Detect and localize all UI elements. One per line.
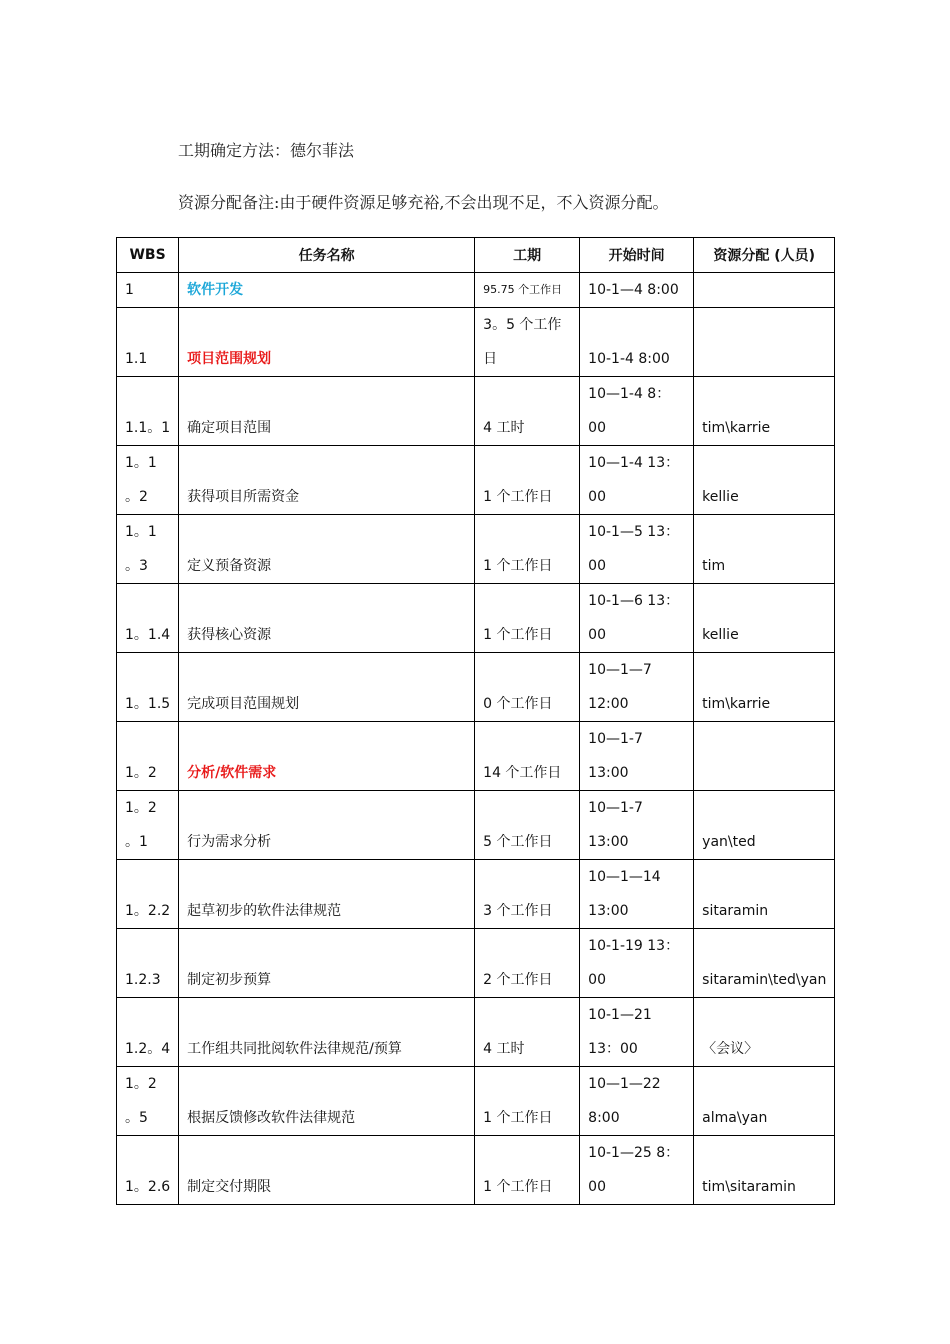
table-row (117, 584, 835, 653)
start-time-cell-text: 12:00 (588, 696, 629, 712)
start-time-cell (580, 653, 694, 722)
table-row (117, 308, 835, 377)
duration-cell-text: 4 工时 (483, 1041, 525, 1057)
task-name-cell (179, 1067, 475, 1136)
table-header-row (117, 238, 835, 273)
task-name-cell-text: 分析/软件需求 (187, 765, 277, 781)
start-time-cell-text: 10—1—7 (588, 662, 652, 678)
start-time-cell-text: 00 (588, 558, 606, 574)
start-time-cell (580, 1136, 694, 1205)
start-time-cell-text: 00 (588, 627, 606, 643)
table-row (117, 998, 835, 1067)
wbs-cell (117, 929, 179, 998)
start-time-cell (580, 515, 694, 584)
duration-cell-text: 14 个工作日 (483, 765, 562, 781)
table-row (117, 929, 835, 998)
resource-cell (694, 929, 835, 998)
duration-cell (475, 1067, 580, 1136)
resource-cell-text: tim\karrie (702, 420, 771, 436)
duration-cell (475, 998, 580, 1067)
header-wbs: WBS (117, 238, 179, 273)
start-time-cell (580, 584, 694, 653)
wbs-cell (117, 515, 179, 584)
start-time-cell-text: 10—1—22 (588, 1076, 661, 1092)
table-row (117, 860, 835, 929)
wbs-cell-text: 。1 (125, 834, 148, 850)
start-time-cell (580, 791, 694, 860)
resource-cell (694, 860, 835, 929)
task-name-cell-text: 制定交付期限 (187, 1179, 272, 1195)
wbs-cell-text: 。3 (125, 558, 148, 574)
task-name-cell-text: 确定项目范围 (187, 420, 272, 436)
start-time-cell (580, 860, 694, 929)
start-time-cell-text: 10-1—21 (588, 1007, 652, 1023)
start-time-cell-text: 00 (588, 420, 606, 436)
duration-cell-text: 1 个工作日 (483, 1110, 553, 1126)
wbs-cell-text: 1。2 (125, 1076, 157, 1092)
resource-cell-text (702, 756, 826, 790)
start-time-cell (580, 308, 694, 377)
resource-cell-text: kellie (702, 627, 739, 643)
task-name-cell (179, 377, 475, 446)
header-task-name: 任务名称 (179, 238, 475, 273)
duration-cell-text: 1 个工作日 (483, 489, 553, 505)
wbs-cell-text: 1。1.4 (125, 627, 171, 643)
duration-cell-text: 2 个工作日 (483, 972, 553, 988)
task-name-cell (179, 273, 475, 308)
task-name-cell-text: 完成项目范围规划 (187, 696, 300, 712)
duration-cell-text: 4 工时 (483, 420, 525, 436)
wbs-cell-text: 1 (125, 282, 134, 298)
start-time-cell-text: 10—1-7 (588, 800, 643, 816)
wbs-cell-text: 1。1 (125, 455, 157, 471)
header-start-time: 开始时间 (580, 238, 694, 273)
resource-cell (694, 273, 835, 308)
resource-note-text: 资源分配备注:由于硬件资源足够充裕,不会出现不足，不入资源分配。 (178, 193, 669, 212)
task-name-cell-text: 起草初步的软件法律规范 (187, 903, 342, 919)
resource-cell (694, 1067, 835, 1136)
wbs-cell-text: 1。1 (125, 524, 157, 540)
wbs-cell (117, 722, 179, 791)
duration-cell-text: 1 个工作日 (483, 1179, 553, 1195)
duration-cell-text: 3。5 个工作 (483, 317, 562, 333)
duration-cell-text: 日 (483, 351, 498, 367)
wbs-cell (117, 1136, 179, 1205)
task-name-cell (179, 1136, 475, 1205)
wbs-cell (117, 273, 179, 308)
wbs-cell (117, 446, 179, 515)
start-time-cell (580, 1067, 694, 1136)
start-time-cell-text: 10-1-4 8:00 (588, 351, 670, 367)
wbs-cell-text: 1.2。4 (125, 1041, 171, 1057)
start-time-cell-text: 10—1-4 13： (588, 455, 680, 471)
wbs-cell (117, 1067, 179, 1136)
table-row (117, 515, 835, 584)
wbs-table (116, 237, 835, 1205)
wbs-cell (117, 791, 179, 860)
task-name-cell-text: 行为需求分析 (187, 834, 272, 850)
start-time-cell (580, 377, 694, 446)
task-name-cell-text: 制定初步预算 (187, 972, 272, 988)
task-name-cell-text: 工作组共同批阅软件法律规范/预算 (187, 1041, 402, 1057)
resource-cell (694, 998, 835, 1067)
start-time-cell-text: 10—1-7 (588, 731, 643, 747)
resource-cell-text: 〈会议〉 (702, 1041, 759, 1057)
start-time-cell (580, 998, 694, 1067)
resource-cell-text (702, 273, 826, 307)
wbs-cell (117, 860, 179, 929)
resource-cell-text: tim (702, 558, 726, 574)
start-time-cell (580, 273, 694, 308)
wbs-cell-text: 1.1。1 (125, 420, 171, 436)
resource-cell (694, 1136, 835, 1205)
duration-cell (475, 308, 580, 377)
wbs-cell-text: 1。2 (125, 800, 157, 816)
start-time-cell-text: 00 (588, 1179, 606, 1195)
task-name-cell (179, 929, 475, 998)
start-time-cell-text: 10-1—25 8： (588, 1145, 680, 1161)
task-name-cell (179, 998, 475, 1067)
header-resources: 资源分配 (人员) (694, 238, 835, 273)
duration-cell (475, 273, 580, 308)
resource-cell (694, 791, 835, 860)
task-name-cell-text: 软件开发 (187, 282, 244, 298)
wbs-cell-text: 1.2.3 (125, 972, 161, 988)
task-name-cell (179, 653, 475, 722)
start-time-cell-text: 10-1—5 13： (588, 524, 680, 540)
start-time-cell-text: 13:00 (588, 903, 629, 919)
duration-cell (475, 860, 580, 929)
duration-cell-text: 1 个工作日 (483, 627, 553, 643)
resource-cell-text: tim\sitaramin (702, 1179, 796, 1195)
duration-cell (475, 377, 580, 446)
table-row (117, 273, 835, 308)
task-name-cell-text: 获得项目所需资金 (187, 489, 300, 505)
table-row (117, 446, 835, 515)
start-time-cell-text: 10-1—4 8:00 (588, 282, 679, 298)
resource-cell-text: tim\karrie (702, 696, 771, 712)
resource-cell-text: yan\ted (702, 834, 756, 850)
resource-cell (694, 515, 835, 584)
task-name-cell-text: 获得核心资源 (187, 627, 272, 643)
wbs-cell-text: 。5 (125, 1110, 148, 1126)
resource-cell (694, 653, 835, 722)
task-name-cell (179, 791, 475, 860)
resource-cell (694, 722, 835, 791)
duration-cell-text: 3 个工作日 (483, 903, 553, 919)
wbs-cell (117, 653, 179, 722)
task-name-cell-text: 定义预备资源 (187, 558, 272, 574)
table-row (117, 377, 835, 446)
wbs-cell (117, 584, 179, 653)
duration-cell (475, 1136, 580, 1205)
start-time-cell (580, 446, 694, 515)
duration-cell (475, 791, 580, 860)
wbs-cell-text: 1。2.6 (125, 1179, 171, 1195)
resource-cell-text: kellie (702, 489, 739, 505)
task-name-cell (179, 584, 475, 653)
task-name-cell-text: 项目范围规划 (187, 351, 272, 367)
task-name-cell-text: 根据反馈修改软件法律规范 (187, 1110, 356, 1126)
duration-cell-text: 95.75 个工作日 (483, 283, 563, 296)
start-time-cell (580, 722, 694, 791)
start-time-cell-text: 8:00 (588, 1110, 620, 1126)
duration-cell (475, 653, 580, 722)
duration-cell (475, 515, 580, 584)
start-time-cell-text: 00 (588, 489, 606, 505)
wbs-cell-text: 。2 (125, 489, 148, 505)
resource-cell (694, 308, 835, 377)
start-time-cell-text: 10—1—14 (588, 869, 661, 885)
start-time-cell-text: 10-1—6 13： (588, 593, 680, 609)
resource-cell-text: sitaramin (702, 903, 769, 919)
duration-cell (475, 929, 580, 998)
wbs-cell (117, 377, 179, 446)
resource-cell (694, 446, 835, 515)
duration-cell-text: 5 个工作日 (483, 834, 553, 850)
start-time-cell (580, 929, 694, 998)
start-time-cell-text: 13:00 (588, 834, 629, 850)
table-row (117, 653, 835, 722)
resource-cell-text (702, 342, 826, 376)
task-name-cell (179, 722, 475, 791)
task-name-cell (179, 446, 475, 515)
wbs-cell-text: 1。2 (125, 765, 157, 781)
resource-cell (694, 584, 835, 653)
table-row (117, 1067, 835, 1136)
table-row (117, 722, 835, 791)
resource-cell (694, 377, 835, 446)
header-duration: 工期 (475, 238, 580, 273)
table-row (117, 791, 835, 860)
resource-cell-text: sitaramin\ted\yan (702, 972, 827, 988)
duration-cell (475, 584, 580, 653)
duration-cell-text: 0 个工作日 (483, 696, 553, 712)
start-time-cell-text: 10—1-4 8： (588, 386, 671, 402)
task-name-cell (179, 860, 475, 929)
start-time-cell-text: 10-1-19 13： (588, 938, 680, 954)
task-name-cell (179, 308, 475, 377)
wbs-cell-text: 1。2.2 (125, 903, 171, 919)
resource-cell-text: alma\yan (702, 1110, 768, 1126)
table-row (117, 1136, 835, 1205)
start-time-cell-text: 13：00 (588, 1041, 638, 1057)
duration-method-text: 工期确定方法：德尔菲法 (178, 141, 355, 160)
start-time-cell-text: 13:00 (588, 765, 629, 781)
duration-cell (475, 722, 580, 791)
wbs-cell (117, 308, 179, 377)
start-time-cell-text: 00 (588, 972, 606, 988)
wbs-cell-text: 1。1.5 (125, 696, 171, 712)
wbs-cell (117, 998, 179, 1067)
task-name-cell (179, 515, 475, 584)
wbs-cell-text: 1.1 (125, 351, 148, 367)
duration-cell (475, 446, 580, 515)
duration-cell-text: 1 个工作日 (483, 558, 553, 574)
